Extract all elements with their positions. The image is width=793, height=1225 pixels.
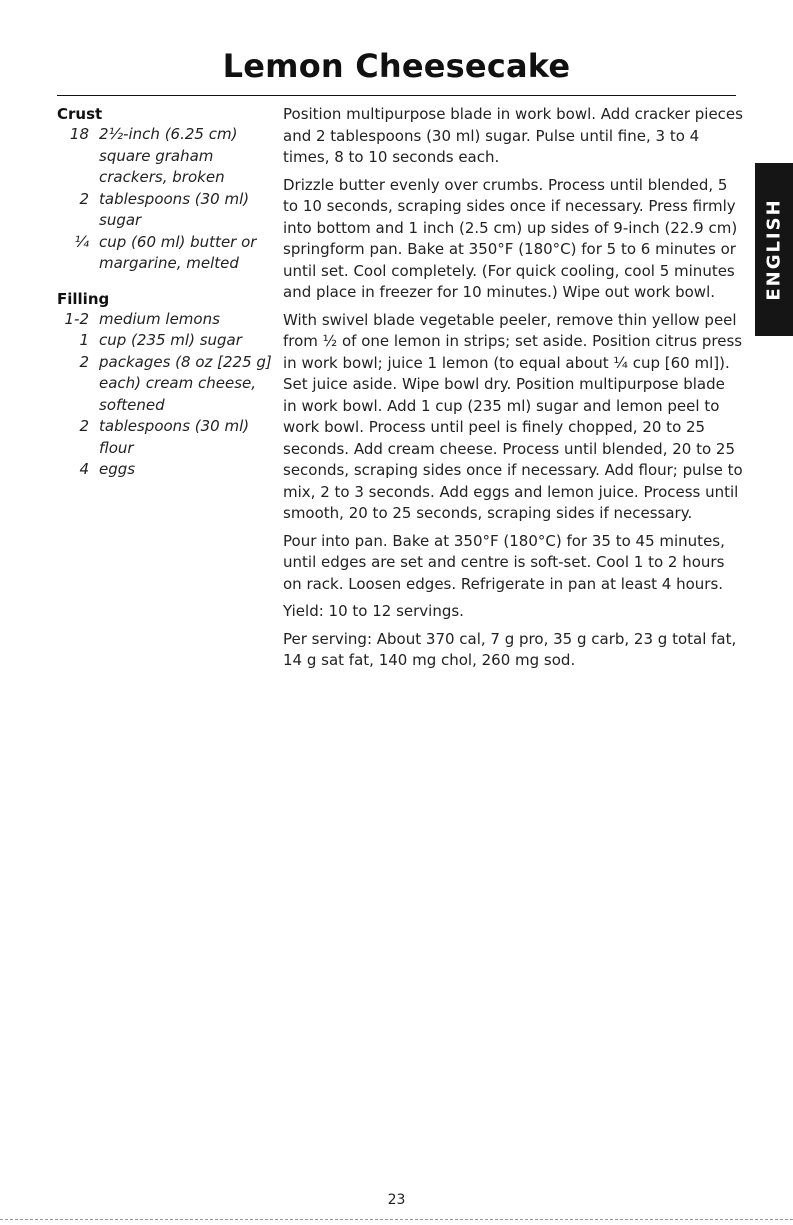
ingredient-text: tablespoons (30 ml) sugar [99,189,250,229]
instructions-column [283,104,743,678]
instruction-paragraph: Position multipurpose blade in work bowl. Add cracker pieces and 2 tablespoons (30 ml) sugar. Pulse until fine, 3 to 4 times, 8 to 10 seconds each. [283,105,743,166]
ingredient-qty: ¼ [74,232,89,251]
ingredient-item [57,459,272,481]
ingredient-qty: 4 [79,460,89,478]
nutrition-text: Per serving: About 370 cal, 7 g pro, 35 g carb, 23 g total fat, 14 g sat fat, 140 mg chol, 260 mg sod. [283,629,737,669]
instruction-paragraph: Drizzle butter evenly over crumbs. Process until blended, 5 to 10 seconds, scraping sides once if necessary. Press firmly into bottom and 1 inch (2.5 cm) up sides of 9-inch (22.9 cm) springform pan. Bake at 350°F (180°C) for 5 to 6 minutes or until set. Cool completely. (For quick cooling, cool 5 minutes and place in freezer for 10 minutes.) Wipe out work bowl. [283,175,738,301]
filling-heading: Filling [57,289,110,308]
instruction-paragraph: With swivel blade vegetable peeler, remove thin yellow peel from ½ of one lemon in strips; set aside. Position citrus press in work bowl; juice 1 lemon (to equal about ¼ cup [60 ml]). Set juice aside. Wipe bowl dry. Position multipurpose blade in work bowl. Add 1 cup (235 ml) sugar and lemon peel to work bowl. Process until peel is finely chopped, 20 to 25 seconds. Add cream cheese. Process until blended, 20 to 25 seconds, scraping sides once if necessary. Add flour; pulse to mix, 2 to 3 seconds. Add eggs and lemon juice. Process until smooth, 20 to 25 seconds, scraping sides if necessary. [283,310,743,522]
language-tab [755,163,793,336]
ingredient-item [57,124,272,189]
ingredient-text: medium lemons [99,309,220,328]
ingredient-qty: 1 [79,331,89,349]
ingredient-text: 2½-inch (6.25 cm) square graham crackers, broken [99,125,238,186]
ingredient-item [57,352,272,417]
ingredient-item [57,232,272,275]
ingredient-item [57,416,272,459]
ingredient-text: cup (60 ml) butter or margarine, melted [99,232,257,272]
ingredient-qty: 2 [79,417,89,435]
ingredient-qty: 18 [69,125,89,143]
page-title: Lemon Cheesecake [222,47,571,85]
ingredient-text: tablespoons (30 ml) flour [99,417,250,457]
ingredient-qty: 2 [79,189,89,208]
page-edge-divider [0,1219,793,1220]
ingredient-item [57,330,272,352]
language-tab-label: ENGLISH [763,198,785,301]
ingredient-text: packages (8 oz [225 g] each) cream cheese, softened [99,352,272,414]
instruction-paragraph: Pour into pan. Bake at 350°F (180°C) for 35 to 45 minutes, until edges are set and centre is soft-set. Cool 1 to 2 hours on rack. Loosen edges. Refrigerate in pan at least 4 hours. [283,531,725,593]
section-spacer [57,275,272,289]
ingredient-item [57,189,272,232]
yield-text: Yield: 10 to 12 servings. [283,602,464,620]
crust-heading: Crust [57,105,103,123]
title-divider [57,95,736,96]
ingredient-text: cup (235 ml) sugar [99,331,242,349]
page-number: 23 [387,1192,406,1208]
ingredients-column [57,104,272,481]
ingredient-text: eggs [99,460,136,478]
ingredient-qty: 2 [79,352,89,371]
ingredient-qty: 1-2 [64,309,89,328]
ingredient-item [57,309,272,331]
